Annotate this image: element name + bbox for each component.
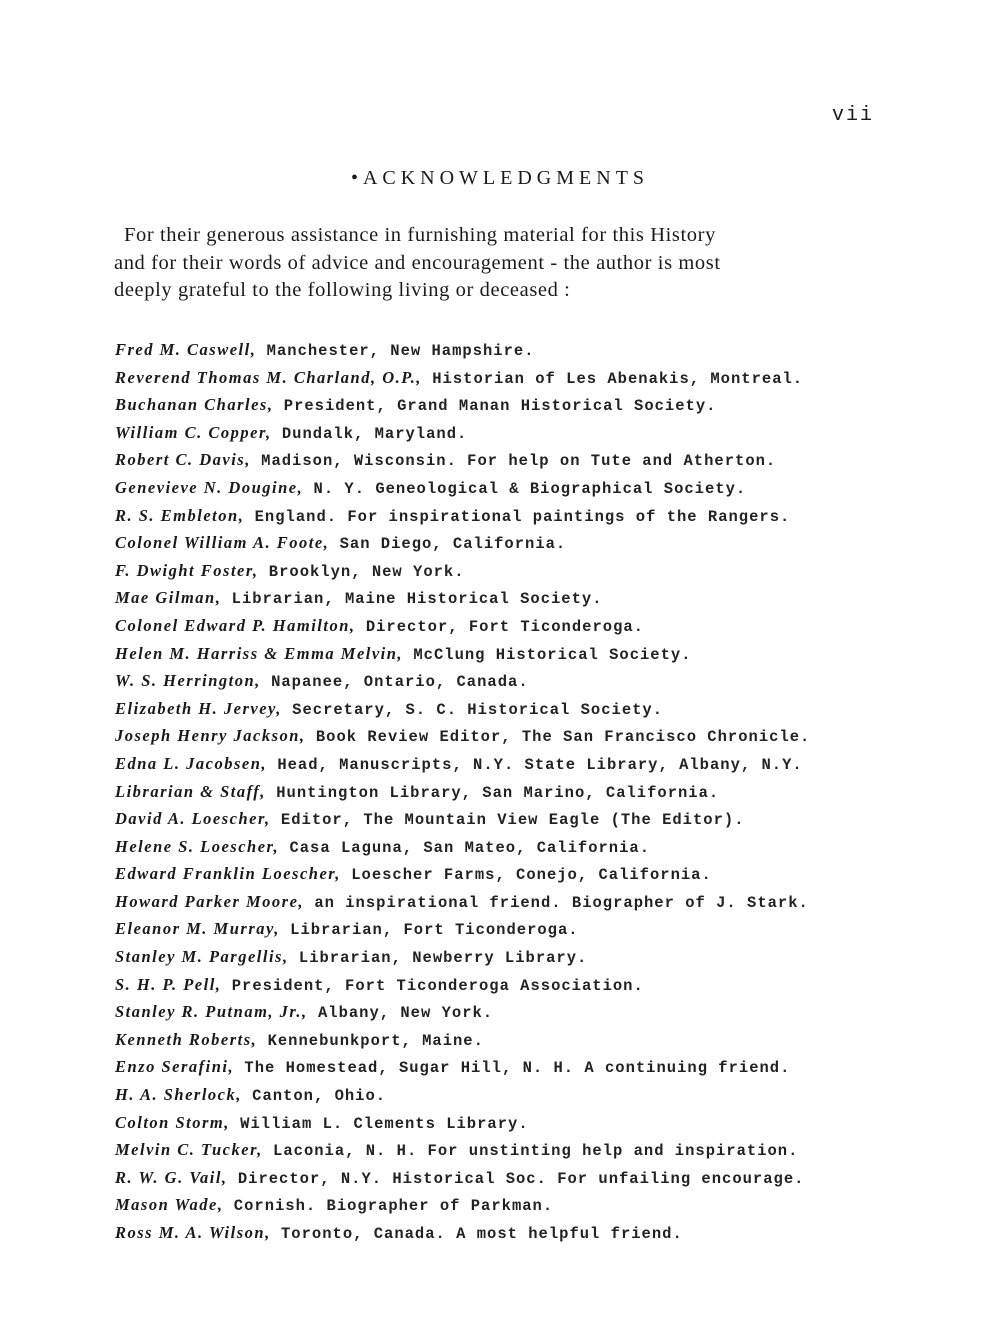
person-details: Book Review Editor, The San Francisco Chronicle.	[305, 728, 811, 747]
person-name: Mason Wade,	[115, 1195, 224, 1215]
person-details: The Homestead, Sugar Hill, N. H. A continuing friend.	[234, 1059, 791, 1078]
person-details: Librarian, Maine Historical Society.	[221, 590, 603, 609]
person-name: Colton Storm,	[115, 1112, 230, 1132]
person-details: Secretary, S. C. Historical Society.	[281, 700, 664, 719]
person-name: Buchanan Charles,	[115, 395, 274, 415]
person-name: Helen M. Harriss & Emma Melvin,	[115, 643, 404, 663]
acknowledgment-list	[115, 336, 915, 1247]
list-item	[115, 419, 915, 447]
person-details: Madison, Wisconsin. For help on Tute and Atherton.	[250, 452, 777, 471]
list-item	[115, 750, 915, 778]
person-name: Eleanor M. Murray,	[115, 919, 280, 939]
person-name: S. H. P. Pell,	[115, 974, 222, 994]
list-item	[115, 364, 915, 392]
person-name: Robert C. Davis,	[115, 450, 251, 470]
list-item	[115, 778, 915, 806]
list-item	[115, 474, 915, 502]
person-details: Loescher Farms, Conejo, California.	[340, 866, 712, 885]
list-item	[115, 915, 915, 943]
intro-line: and for their words of advice and encouragement - the author is most	[114, 251, 721, 274]
person-details: William L. Clements Library.	[229, 1114, 529, 1133]
list-item	[115, 1081, 915, 1109]
list-item	[115, 888, 915, 916]
person-details: Kennebunkport, Maine.	[257, 1031, 484, 1050]
list-item	[115, 971, 915, 999]
person-name: David A. Loescher,	[115, 809, 271, 829]
person-name: Genevieve N. Dougine,	[115, 477, 304, 497]
person-details: Casa Laguna, San Mateo, California.	[279, 838, 651, 857]
list-item	[115, 1026, 915, 1054]
person-details: Director, Fort Ticonderoga.	[355, 617, 644, 636]
list-item	[115, 805, 915, 833]
person-details: President, Grand Manan Historical Society.	[273, 397, 717, 416]
person-details: Canton, Ohio.	[241, 1087, 387, 1106]
list-item	[115, 446, 915, 474]
person-name: Edna L. Jacobsen,	[115, 753, 268, 773]
list-item	[115, 529, 915, 557]
person-details: Manchester, New Hampshire.	[256, 342, 535, 360]
person-details: Librarian, Fort Ticonderoga.	[279, 921, 579, 940]
person-details: Head, Manuscripts, N.Y. State Library, Albany, N.Y.	[267, 755, 803, 774]
list-item	[115, 833, 915, 861]
person-details: President, Fort Ticonderoga Association.	[221, 976, 644, 995]
person-details: Brooklyn, New York.	[258, 562, 465, 581]
person-details: Laconia, N. H. For unstinting help and inspiration.	[262, 1142, 799, 1161]
person-name: Stanley M. Pargellis,	[115, 947, 289, 967]
person-name: Fred M. Caswell,	[115, 340, 257, 359]
person-name: Kenneth Roberts,	[115, 1029, 258, 1049]
person-name: W. S. Herrington,	[115, 671, 261, 691]
person-name: H. A. Sherlock,	[115, 1085, 242, 1105]
person-name: Enzo Serafini,	[115, 1057, 235, 1077]
list-item	[115, 502, 915, 530]
list-item	[115, 860, 915, 888]
person-name: Melvin C. Tucker,	[115, 1140, 263, 1160]
person-name: Reverend Thomas M. Charland, O.P.,	[115, 367, 422, 387]
person-details: Editor, The Mountain View Eagle (The Editor).	[270, 811, 745, 830]
list-item	[115, 667, 915, 695]
list-item	[115, 998, 915, 1026]
list-item	[115, 336, 915, 364]
person-details: McClung Historical Society.	[403, 645, 692, 664]
list-item	[115, 584, 915, 612]
person-name: Edward Franklin Loescher,	[115, 864, 341, 884]
list-item	[115, 1053, 915, 1081]
person-details: England. For inspirational paintings of the Rangers.	[244, 507, 791, 526]
list-item	[115, 1219, 915, 1247]
list-item	[115, 695, 915, 723]
person-details: San Diego, California.	[329, 535, 567, 554]
person-details: Toronto, Canada. A most helpful friend.	[270, 1225, 683, 1243]
person-details: Librarian, Newberry Library.	[288, 949, 588, 968]
person-details: an inspirational friend. Biographer of J. Stark.	[304, 893, 809, 912]
intro-paragraph	[114, 222, 874, 305]
list-item	[115, 391, 915, 419]
list-item	[115, 1191, 915, 1219]
page-number: vii	[832, 104, 875, 127]
person-name: Helene S. Loescher,	[115, 836, 280, 856]
person-name: R. W. G. Vail,	[115, 1167, 228, 1187]
person-name: Colonel William A. Foote,	[115, 533, 330, 553]
person-details: Dundalk, Maryland.	[271, 424, 468, 443]
list-item	[115, 943, 915, 971]
list-item	[115, 612, 915, 640]
person-name: F. Dwight Foster,	[115, 560, 259, 580]
intro-line: deeply grateful to the following living or deceased :	[114, 279, 571, 301]
person-details: Napanee, Ontario, Canada.	[260, 673, 529, 692]
person-name: Librarian & Staff,	[115, 781, 266, 801]
person-name: Howard Parker Moore,	[115, 891, 305, 911]
person-name: Joseph Henry Jackson,	[115, 726, 306, 746]
person-name: Mae Gilman,	[115, 588, 222, 608]
person-details: Albany, New York.	[307, 1004, 494, 1023]
person-details: Historian of Les Abenakis, Montreal.	[421, 369, 804, 388]
list-item	[115, 1109, 915, 1137]
person-details: Director, N.Y. Historical Soc. For unfailing encourage.	[227, 1169, 805, 1188]
person-name: Colonel Edward P. Hamilton,	[115, 615, 356, 635]
person-details: Cornish. Biographer of Parkman.	[223, 1197, 554, 1216]
list-item	[115, 1164, 915, 1192]
list-item	[115, 557, 915, 585]
person-name: R. S. Embleton,	[115, 505, 245, 525]
person-details: Huntington Library, San Marino, California.	[265, 783, 720, 802]
page-title: •ACKNOWLEDGMENTS	[350, 167, 650, 189]
person-details: N. Y. Geneological & Biographical Society.	[303, 479, 747, 498]
list-item	[115, 640, 915, 668]
intro-line: For their generous assistance in furnishing material for this History	[124, 224, 716, 246]
person-name: Ross M. A. Wilson,	[115, 1223, 271, 1242]
list-item	[115, 722, 915, 750]
person-name: William C. Copper,	[115, 422, 272, 442]
list-item	[115, 1136, 915, 1164]
person-name: Stanley R. Putnam, Jr.,	[115, 1002, 308, 1022]
person-name: Elizabeth H. Jervey,	[115, 698, 282, 718]
